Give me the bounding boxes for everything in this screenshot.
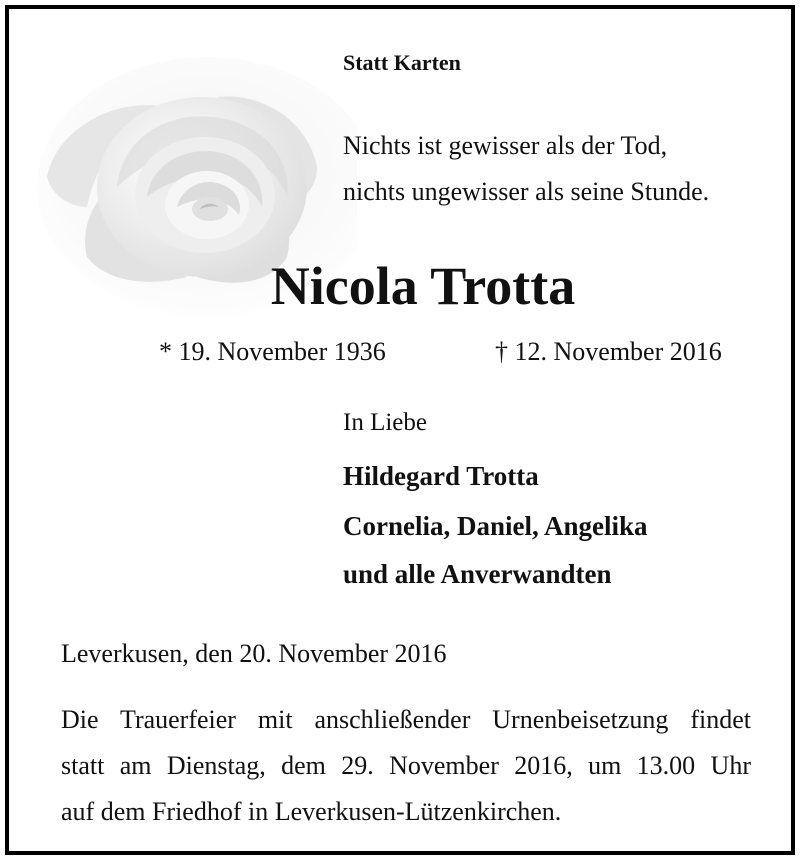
place-date: Leverkusen, den 20. November 2016 xyxy=(61,639,447,668)
quote-line-1: Nichts ist gewisser als der Tod, xyxy=(343,131,668,160)
ceremony-line-1: Die Trauerfeier mit anschließender Urnenbeisetzung findet xyxy=(61,705,751,734)
obituary-notice xyxy=(5,5,795,855)
in-love-label: In Liebe xyxy=(343,409,427,436)
quote-line-2: nichts ungewisser als seine Stunde. xyxy=(343,177,710,206)
ceremony-details xyxy=(61,697,751,835)
header-statt-karten: Statt Karten xyxy=(343,50,461,75)
death-date: † 12. November 2016 xyxy=(495,337,722,366)
birth-date: * 19. November 1936 xyxy=(159,337,386,366)
ceremony-line-2: statt am Dienstag, dem 29. November 2016, um 13.00 Uhr xyxy=(61,751,751,780)
family-line-1: Hildegard Trotta xyxy=(343,461,539,491)
family-line-3: und alle Anverwandten xyxy=(343,559,612,589)
deceased-name: Nicola Trotta xyxy=(270,256,576,316)
family-line-2: Cornelia, Daniel, Angelika xyxy=(343,511,648,541)
ceremony-line-3: auf dem Friedhof in Leverkusen-Lützenkirchen. xyxy=(61,797,562,826)
